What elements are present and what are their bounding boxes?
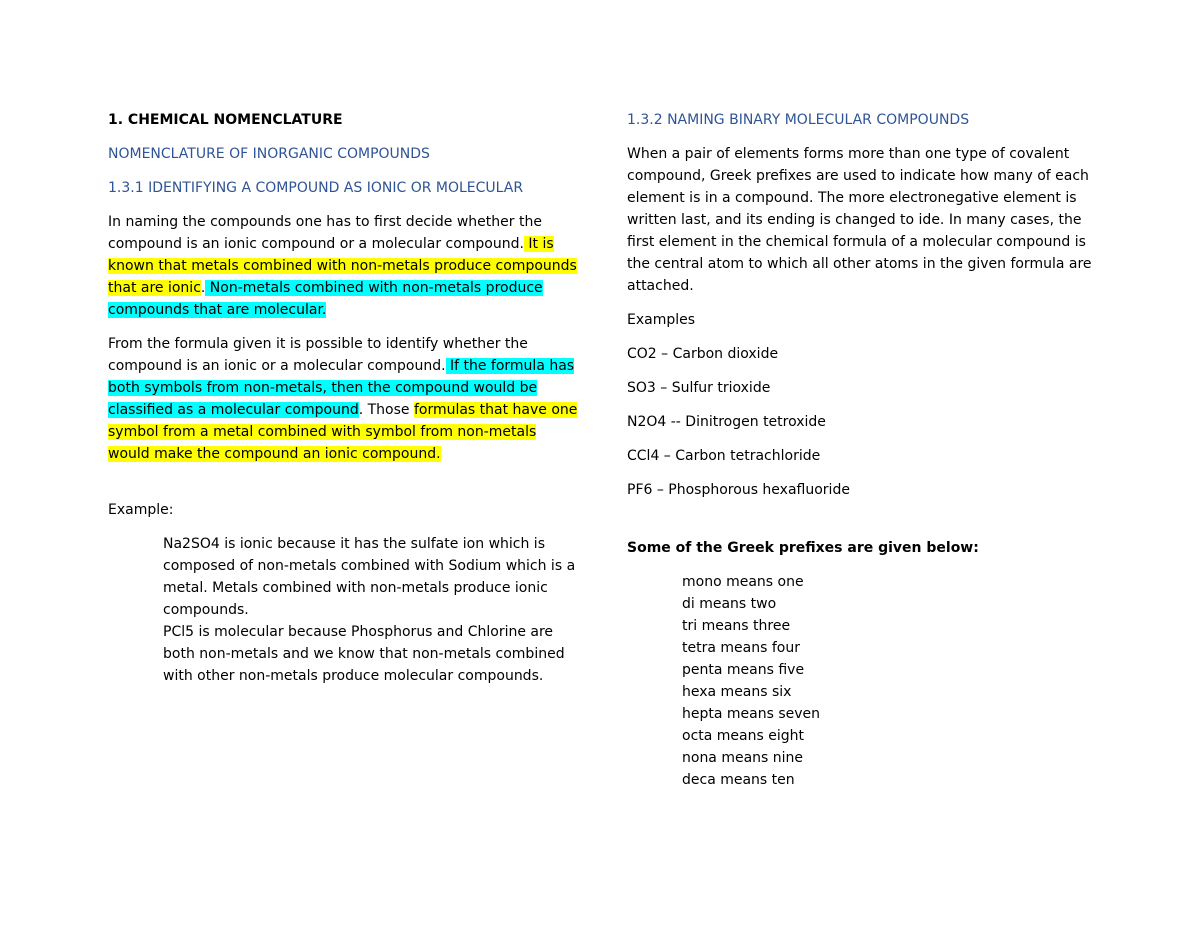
example-item: PF6 – Phosphorous hexafluoride <box>627 482 850 498</box>
paragraph-binary-molecular: When a pair of elements forms more than one type of covalent compound, Greek prefixes are used to indicate how many of each element is in a compound. The more electronegative element is written last, and its ending is changed to ide. In many cases, the first element in the chemical formula of a molecular compound is the central atom to which all other atoms in the given formula are attached. <box>627 146 1092 294</box>
prefix-item: tri means three <box>682 618 791 634</box>
yellow-highlight-text: It is known that metals combined with non-metals produce compounds that are ionic <box>108 236 577 296</box>
example-na2so4: Na2SO4 is ionic because it has the sulfate ion which is composed of non-metals combined with Sodium which is a metal. Metals combined with non-metals produce ionic compounds. <box>163 536 576 618</box>
paragraph-text: . Those <box>358 402 414 418</box>
cyan-highlight-text: Non-metals combined with non-metals produce compounds that are molecular. <box>108 280 543 318</box>
prefix-heading: Some of the Greek prefixes are given below: <box>627 540 979 556</box>
prefix-item: octa means eight <box>682 728 804 744</box>
prefix-item: di means two <box>682 596 777 612</box>
prefix-list <box>682 571 1097 791</box>
example-pcl5: PCl5 is molecular because Phosphorus and Chlorine are both non-metals and we know that non-metals combined with other non-metals produce molecular compounds. <box>163 624 565 684</box>
paragraph-formula-identify <box>108 333 578 465</box>
paragraph-text: From the formula given it is possible to identify whether the compound is an ionic or a molecular compound. <box>108 336 528 374</box>
yellow-highlight-text: formulas that have one symbol from a metal combined with symbol from non-metals would make the compound an ionic compound. <box>108 402 578 462</box>
cyan-highlight-text: If the formula has both symbols from non-metals, then the compound would be classified as a molecular compound <box>108 358 575 418</box>
paragraph-text: In naming the compounds one has to first decide whether the compound is an ionic compound or a molecular compound. <box>108 214 542 252</box>
prefix-item: penta means five <box>682 662 805 678</box>
section-heading-132: 1.3.2 NAMING BINARY MOLECULAR COMPOUNDS <box>627 112 970 128</box>
section-heading-131: 1.3.1 IDENTIFYING A COMPOUND AS IONIC OR MOLECULAR <box>108 180 524 196</box>
example-item: CCl4 – Carbon tetrachloride <box>627 448 821 464</box>
prefix-item: mono means one <box>682 574 804 590</box>
right-column <box>627 109 1097 791</box>
prefix-item: deca means ten <box>682 772 795 788</box>
example-label: Example: <box>108 502 174 518</box>
paragraph-text: . <box>200 280 206 296</box>
prefix-item: nona means nine <box>682 750 804 766</box>
example-block <box>163 533 578 687</box>
example-item: CO2 – Carbon dioxide <box>627 346 779 362</box>
subtitle-heading: NOMENCLATURE OF INORGANIC COMPOUNDS <box>108 146 430 162</box>
prefix-item: hepta means seven <box>682 706 821 722</box>
prefix-item: hexa means six <box>682 684 792 700</box>
example-item: N2O4 -- Dinitrogen tetroxide <box>627 414 826 430</box>
page-title: 1. CHEMICAL NOMENCLATURE <box>108 112 343 128</box>
prefix-item: tetra means four <box>682 640 800 656</box>
left-column <box>108 109 578 687</box>
paragraph-ionic-molecular <box>108 211 578 321</box>
example-item: SO3 – Sulfur trioxide <box>627 380 771 396</box>
examples-label: Examples <box>627 312 696 328</box>
